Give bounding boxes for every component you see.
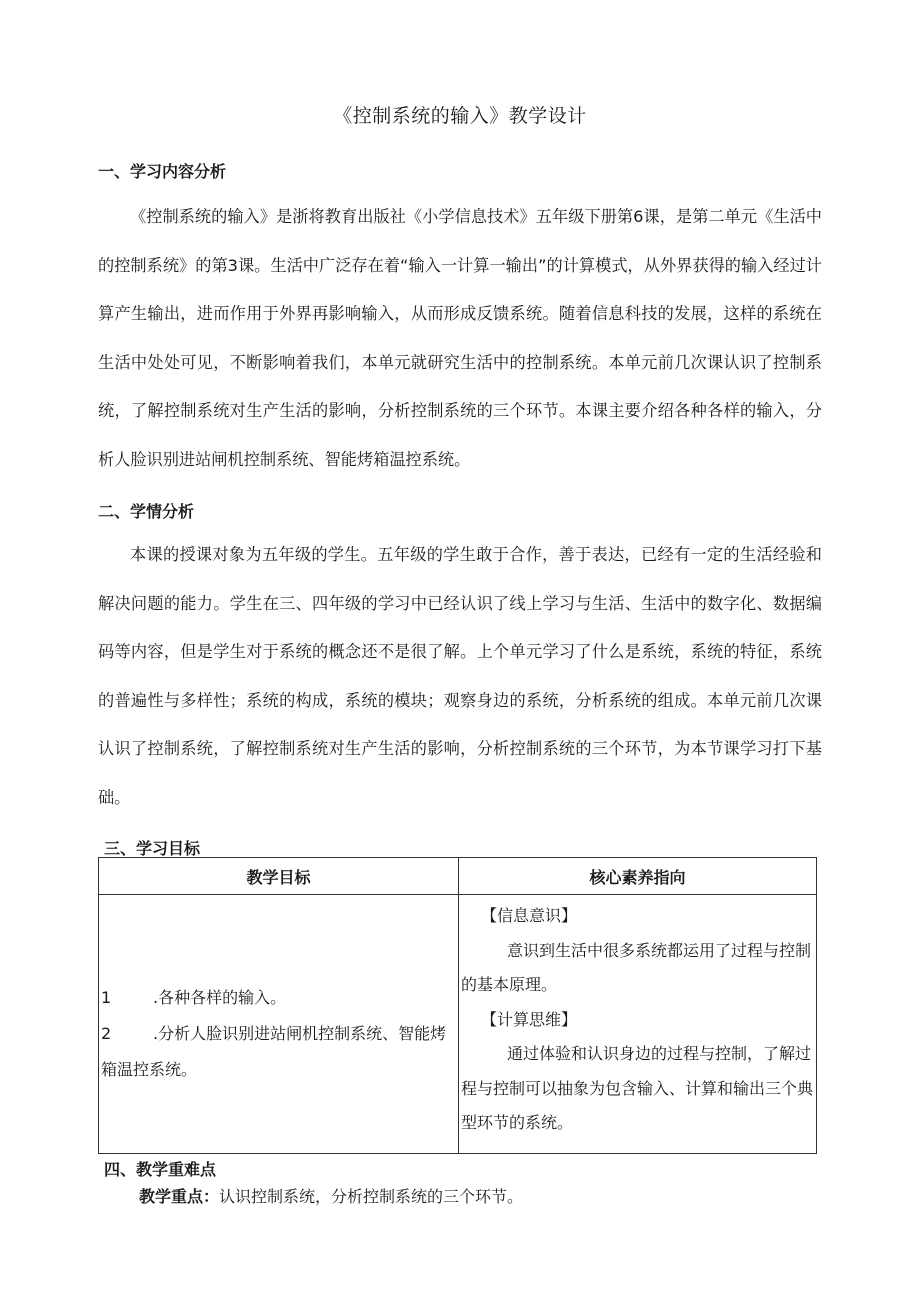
literacy-category: 【信息意识】 <box>481 906 578 925</box>
literacy-description: 意识到生活中很多系统都运用了过程与控制的基本原理。 <box>461 940 812 994</box>
section-2-heading: 二、学情分析 <box>98 502 195 521</box>
table-header-goals: 教学目标 <box>99 858 459 895</box>
goals-table <box>98 857 817 1154</box>
key-point-line <box>139 1184 523 1207</box>
goal-item <box>101 1016 451 1088</box>
key-point-label: 教学重点： <box>139 1187 220 1206</box>
section-1-heading: 一、学习内容分析 <box>98 162 227 181</box>
goal-item <box>101 980 451 1016</box>
goal-text: .各种各样的输入。 <box>153 988 287 1007</box>
table-header-literacy: 核心素养指向 <box>459 858 817 895</box>
goal-text: .分析人脸识别进站闸机控制系统、智能烤箱温控系统。 <box>101 1024 447 1079</box>
section-1-paragraph: 《控制系统的输入》是浙将教育出版社《小学信息技术》五年级下册第6课，是第二单元《生活中的控制系统》的第3课。生活中广泛存在着“输入一计算一输出”的计算模式，从外界获得的输入经过计算产生输出，进而作用于外界再影响输入，从而形成反馈系统。随着信息科技的发展，这样的系统在生活中处处可见，不断影响着我们，本单元就研究生活中的控制系统。本单元前几次课认识了控制系统，了解控制系统对生产生活的影响，分析控制系统的三个环节。本课主要介绍各种各样的输入，分析人脸识别进站闸机控制系统、智能烤箱温控系统。 <box>98 207 822 469</box>
key-point-text: 认识控制系统，分析控制系统的三个环节。 <box>219 1187 524 1206</box>
goal-number: 2 <box>101 1024 112 1043</box>
section-4-heading: 四、教学重难点 <box>104 1160 217 1179</box>
literacy-cell <box>459 895 817 1154</box>
section-3-heading: 三、学习目标 <box>104 839 201 858</box>
literacy-category: 【计算思维】 <box>481 1009 578 1029</box>
goals-cell <box>99 895 459 1154</box>
goal-number: 1 <box>101 988 112 1007</box>
page-title: 《控制系统的输入》教学设计 <box>333 105 587 127</box>
section-2-paragraph: 本课的授课对象为五年级的学生。五年级的学生敢于合作，善于表达，已经有一定的生活经验和解决问题的能力。学生在三、四年级的学习中已经认识了线上学习与生活、生活中的数字化、数据编码等内容，但是学生对于系统的概念还不是很了解。上个单元学习了什么是系统，系统的特征，系统的普遍性与多样性；系统的构成，系统的模块；观察身边的系统，分析系统的组成。本单元前几次课认识了控制系统，了解控制系统对生产生活的影响，分析控制系统的三个环节，为本节课学习打下基础。 <box>98 545 822 807</box>
literacy-description: 通过体验和认识身边的过程与控制，了解过程与控制可以抽象为包含输入、计算和输出三个典型环节的系统。 <box>461 1044 814 1132</box>
